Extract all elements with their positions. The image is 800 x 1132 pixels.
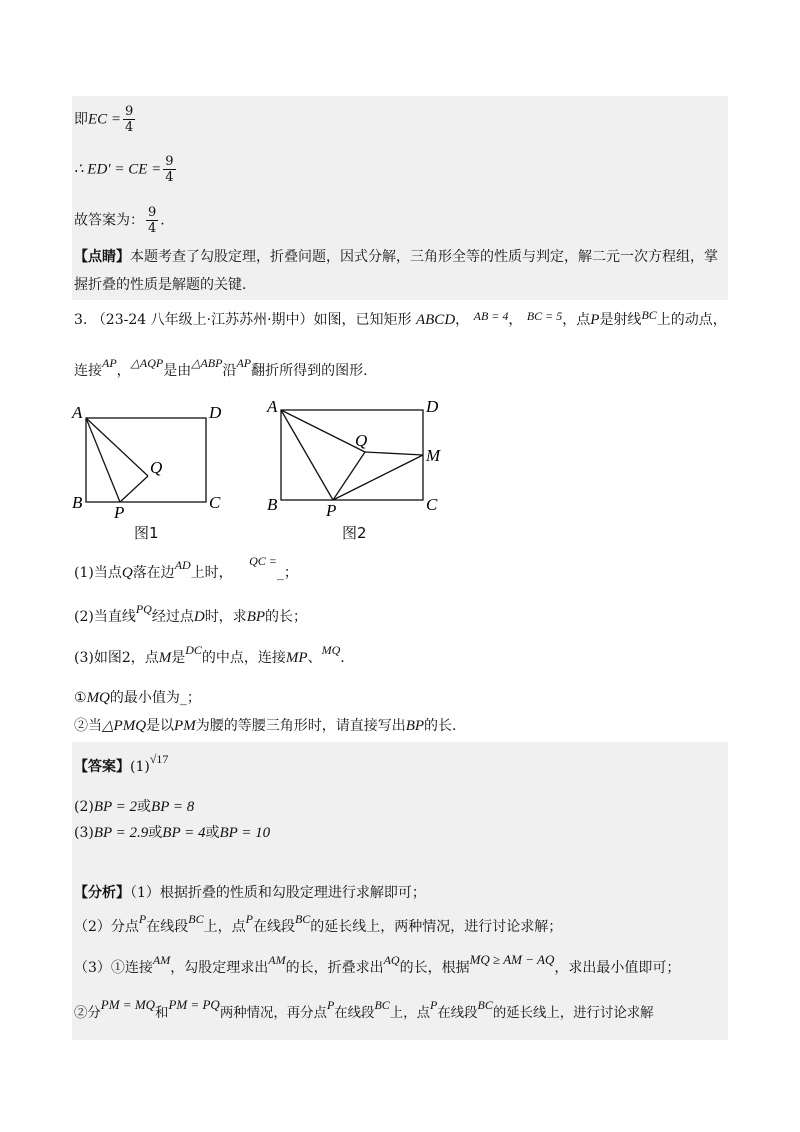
math: AM <box>268 953 286 967</box>
math: AQ <box>383 953 400 967</box>
label-c: C <box>209 493 221 512</box>
blank: _； <box>276 565 298 581</box>
text: 是由 <box>163 363 192 379</box>
text: 是 <box>171 650 186 666</box>
math: ABCD <box>415 312 456 328</box>
text: 在线段 <box>437 1006 478 1021</box>
analysis-4 <box>74 997 654 1024</box>
text: 的最小值为_； <box>109 690 201 706</box>
math: AB = 4 <box>473 309 509 323</box>
analysis-3 <box>74 952 681 978</box>
figure-2-caption: 图2 <box>342 524 367 542</box>
text: 即 <box>74 111 88 128</box>
math: M <box>158 650 172 666</box>
math: P <box>245 912 253 926</box>
text: （3）①连接 <box>74 960 153 976</box>
label-b: B <box>72 493 83 512</box>
math: MQ ≥ AM − AQ <box>469 952 555 967</box>
label-q: Q <box>355 431 368 450</box>
label-a: A <box>267 397 278 416</box>
solution-line-ed <box>74 154 178 185</box>
text: 或 <box>137 799 152 815</box>
math: BC <box>294 912 311 926</box>
math: △ABP <box>191 356 223 370</box>
math: BP = 10 <box>219 825 271 841</box>
question-1 <box>74 554 298 583</box>
text: 上的动点， <box>656 312 727 328</box>
math: △AQP <box>130 356 164 370</box>
text: 故答案为： <box>74 212 144 229</box>
text: 沿 <box>222 363 237 379</box>
text: 在线段 <box>334 1006 375 1021</box>
answer-1 <box>74 752 169 777</box>
text: （2）分点 <box>74 919 139 935</box>
text: 和 <box>155 1006 169 1021</box>
math: P <box>429 998 438 1012</box>
segment-aq <box>86 418 148 476</box>
math: MQ <box>86 690 110 706</box>
math: PQ <box>135 602 152 616</box>
question-2 <box>74 602 308 627</box>
math: BP = 4 <box>162 825 206 841</box>
comment-tag: 【点睛】 <box>74 249 130 265</box>
problem-line-1: 3. （23-24 八年级上·江苏苏州·期中）如图，已知矩形 ABCD， AB = 4， BC = 5，点P是射线BC上的动点， <box>74 308 727 328</box>
text: 的延长线上，两种情况，进行讨论求解； <box>310 919 563 935</box>
math: PM = MQ <box>100 997 156 1012</box>
analysis-tag: 【分析】 <box>74 885 130 901</box>
math: AM <box>152 953 171 967</box>
text: (2) <box>74 799 94 815</box>
text: 为腰的等腰三角形时，请直接写出 <box>195 718 406 734</box>
text: (2)当直线 <box>74 609 136 625</box>
math: P <box>138 912 147 926</box>
analysis-1 <box>74 883 426 903</box>
text: 上，点 <box>389 1006 430 1021</box>
text: 本题考查了勾股定理，折叠问题，因式分解，三角形全等的性质与判定，解二元一次方程组，掌 <box>130 249 718 265</box>
text: ① <box>74 690 87 706</box>
math: P <box>590 312 600 328</box>
math: BC <box>188 912 204 926</box>
math: QC = <box>249 554 277 568</box>
text: . <box>340 650 345 666</box>
math: BP = 2.9 <box>93 825 149 841</box>
text: 在线段 <box>252 919 295 935</box>
math: BC <box>374 998 390 1012</box>
question-3-i <box>74 688 201 708</box>
text: （23-24 八年级上·江苏苏州·期中）如图，已知矩形 <box>91 312 412 328</box>
comment-line-2 <box>74 275 246 295</box>
text: ②当 <box>74 718 102 734</box>
text: 握折叠的性质是解题的关键. <box>74 277 247 293</box>
text: 的中点，连接 <box>201 650 286 666</box>
text: ， <box>116 363 131 379</box>
answer-tag: 【答案】 <box>74 759 130 775</box>
answer-2 <box>74 797 194 817</box>
math: √17 <box>149 752 169 766</box>
question-3-ii <box>74 716 456 736</box>
problem-number: 3. <box>74 312 88 328</box>
segment-pq <box>120 476 148 502</box>
math: BC <box>641 308 657 322</box>
segment-pm <box>333 455 423 500</box>
comment-line-1 <box>74 247 718 267</box>
text: 的延长线上，进行讨论求解 <box>492 1006 654 1021</box>
text: ，求出最小值即可； <box>554 960 681 976</box>
problem-line-2 <box>74 356 368 381</box>
text: 上时， <box>190 565 233 581</box>
denominator: 4 <box>165 170 174 185</box>
text: （1）根据折叠的性质和勾股定理进行求解即可； <box>130 885 426 901</box>
math: △PMQ <box>102 718 147 734</box>
text: 连接 <box>74 363 102 379</box>
text: 的长，折叠求出 <box>285 960 384 976</box>
math: MP <box>285 650 308 666</box>
text: 的长，根据 <box>399 960 470 976</box>
denominator: 4 <box>148 221 157 236</box>
text: 时，求 <box>204 609 247 625</box>
text: 是射线 <box>599 312 642 328</box>
figure-1 <box>68 400 228 520</box>
figure-1-caption: 图1 <box>134 524 159 542</box>
solution-shade-top <box>72 96 728 300</box>
text: (3) <box>74 825 94 841</box>
text: 、 <box>307 650 322 666</box>
math: AP <box>102 356 117 370</box>
math: DC <box>185 643 202 657</box>
answer-3 <box>74 823 270 843</box>
text: . <box>160 212 165 229</box>
math: AP <box>236 356 252 370</box>
math: AD <box>174 558 191 572</box>
figure-2 <box>263 396 453 520</box>
fraction <box>123 104 135 135</box>
label-m: M <box>426 446 441 465</box>
label-c: C <box>426 495 438 514</box>
text: 的长； <box>265 609 308 625</box>
text: 两种情况，再分点 <box>219 1006 327 1021</box>
text: ，勾股定理求出 <box>170 960 269 976</box>
math: Q <box>121 565 133 581</box>
label-q: Q <box>150 458 163 477</box>
text: 翻折所得到的图形. <box>251 363 368 379</box>
text: 经过点 <box>151 609 194 625</box>
math: P <box>326 998 335 1012</box>
text: 或 <box>148 825 163 841</box>
text: ，点 <box>562 312 591 328</box>
rectangle-abcd <box>86 418 206 502</box>
text: (3)如图2，点 <box>74 650 159 666</box>
text: 是以 <box>146 718 175 734</box>
math: BC = 5 <box>526 309 563 323</box>
question-3 <box>74 643 345 668</box>
label-p: P <box>326 501 337 520</box>
math: BP = 8 <box>151 799 195 815</box>
text: ②分 <box>74 1006 101 1021</box>
text: 的长. <box>424 718 457 734</box>
text: 落在边 <box>132 565 175 581</box>
math: BC <box>477 998 493 1012</box>
text: 或 <box>205 825 220 841</box>
label-a: A <box>72 403 83 422</box>
numerator: 9 <box>125 104 134 119</box>
label-d: D <box>209 403 222 422</box>
label-d: D <box>426 397 439 416</box>
rectangle-abcd <box>281 410 423 500</box>
math: BP <box>246 609 266 625</box>
label-b: B <box>267 495 278 514</box>
equation: ∴ ED′ = CE = <box>74 161 162 178</box>
equation: EC = <box>88 111 122 128</box>
text: 上，点 <box>203 919 246 935</box>
label-p: P <box>114 503 125 520</box>
segment-qm <box>365 452 423 455</box>
solution-line-ec <box>74 104 137 135</box>
analysis-2 <box>74 912 563 937</box>
segment-ap <box>86 418 120 502</box>
numerator: 9 <box>148 205 157 220</box>
math: D <box>193 609 205 625</box>
fraction <box>163 154 175 185</box>
math: PM <box>174 718 196 734</box>
text: (1) <box>130 759 150 775</box>
math: BP <box>405 718 425 734</box>
text: (1)当点 <box>74 565 122 581</box>
math: PM = PQ <box>168 997 220 1012</box>
fraction <box>146 205 158 236</box>
segment-pq <box>333 452 365 500</box>
denominator: 4 <box>125 120 134 135</box>
solution-line-answer <box>74 205 165 236</box>
numerator: 9 <box>165 154 174 169</box>
math: MQ <box>321 643 341 657</box>
math: BP = 2 <box>93 799 138 815</box>
text: 在线段 <box>146 919 189 935</box>
